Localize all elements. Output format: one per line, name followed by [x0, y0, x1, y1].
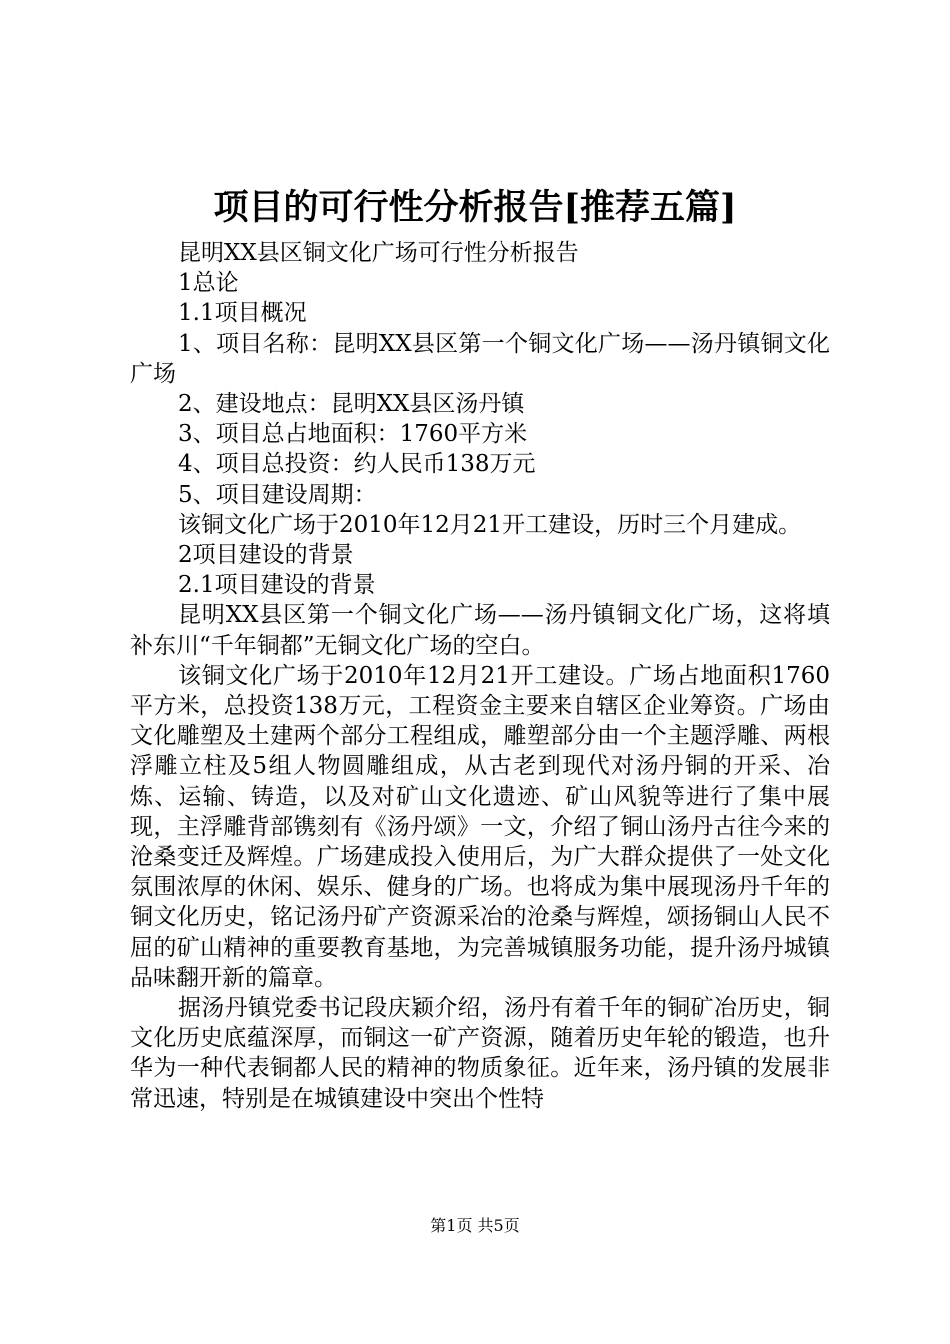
paragraph: 该铜文化广场于2010年12月21开工建设。广场占地面积1760平方米，总投资138万元，工程资金主要来自辖区企业筹资。广场由文化雕塑及土建两个部分工程组成，雕塑部分由一个主题浮雕、两根浮雕立柱及5组人物圆雕组成，从古老到现代对汤丹铜的开采、冶炼、运输、铸造，以及对矿山文化遗迹、矿山风貌等进行了集中展现，主浮雕背部镌刻有《汤丹颂》一文，介绍了铜山汤丹古往今来的沧桑变迁及辉煌。广场建成投入使用后，为广大群众提供了一处文化氛围浓厚的休闲、娱乐、健身的广场。也将成为集中展现汤丹千年的铜文化历史，铭记汤丹矿产资源采冶的沧桑与辉煌，颂扬铜山人民不屈的矿山精神的重要教育基地，为完善城镇服务功能，提升汤丹城镇品味翻开新的篇章。	[130, 662, 830, 991]
paragraph: 2项目建设的背景	[178, 542, 354, 569]
paragraph: 该铜文化广场于2010年12月21开工建设，历时三个月建成。	[178, 511, 802, 538]
paragraph: 4、项目总投资：约人民币138万元	[178, 451, 536, 478]
paragraph: 3、项目总占地面积：1760平方米	[178, 421, 528, 448]
paragraph: 5、项目建设周期：	[178, 481, 377, 508]
paragraph: 昆明XX县区第一个铜文化广场——汤丹镇铜文化广场，这将填补东川“千年铜都”无铜文化广场的空白。	[130, 602, 830, 659]
paragraph: 2、建设地点：昆明XX县区汤丹镇	[178, 391, 525, 418]
page-footer: 第1页 共5页	[430, 1216, 520, 1235]
paragraph: 2.1项目建设的背景	[178, 572, 376, 599]
paragraph: 昆明XX县区铜文化广场可行性分析报告	[178, 240, 579, 266]
document-title: 项目的可行性分析报告[推荐五篇]	[213, 187, 737, 228]
paragraph: 1.1项目概况	[178, 300, 307, 327]
paragraph: 1、项目名称：昆明XX县区第一个铜文化广场——汤丹镇铜文化广场	[130, 330, 830, 387]
document-body	[130, 238, 830, 1114]
paragraph: 1总论	[178, 270, 239, 297]
paragraph: 据汤丹镇党委书记段庆颖介绍，汤丹有着千年的铜矿冶历史，铜文化历史底蕴深厚，而铜这一矿产资源，随着历史年轮的锻造，也升华为一种代表铜都人民的精神的物质象征。近年来，汤丹镇的发展非常迅速，特别是在城镇建设中突出个性特	[130, 995, 830, 1112]
